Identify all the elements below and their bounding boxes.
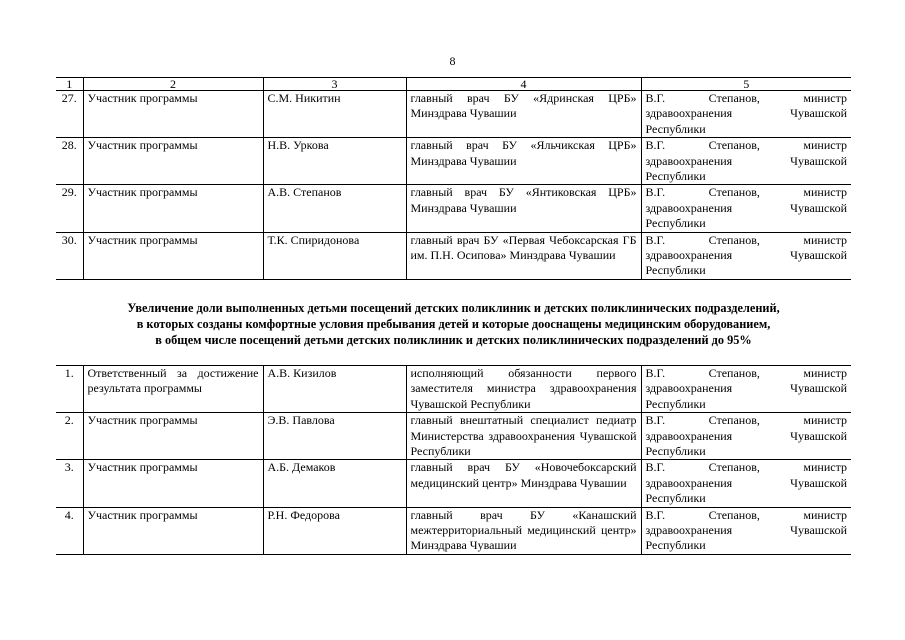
row-approver: В.Г. Степанов, министр здравоохранения Чувашской Республики <box>641 507 851 554</box>
row-position: главный врач БУ «Ядринская ЦРБ» Минздрава Чувашии <box>406 91 641 138</box>
row-approver: В.Г. Степанов, министр здравоохранения Чувашской Республики <box>641 460 851 507</box>
row-position: исполняющий обязанности первого заместителя министра здравоохранения Чувашской Республики <box>406 366 641 413</box>
row-name: Т.К. Спиридонова <box>263 232 406 279</box>
row-name: А.В. Кизилов <box>263 366 406 413</box>
table-row <box>56 366 851 413</box>
row-position: главный внештатный специалист педиатр Министерства здравоохранения Чувашской Республики <box>406 413 641 460</box>
table-row <box>56 185 851 232</box>
row-name: А.Б. Демаков <box>263 460 406 507</box>
row-position: главный врач БУ «Новочебоксарский медицинский центр» Минздрава Чувашии <box>406 460 641 507</box>
table-row <box>56 232 851 279</box>
row-role: Участник программы <box>83 507 263 554</box>
row-role: Ответственный за достижение результата программы <box>83 366 263 413</box>
row-position: главный врач БУ «Канашский межтерриториальный медицинский центр» Минздрава Чувашии <box>406 507 641 554</box>
row-number: 2. <box>56 413 83 460</box>
table-row <box>56 138 851 185</box>
table-row <box>56 507 851 554</box>
row-position: главный врач БУ «Яльчикская ЦРБ» Минздрава Чувашии <box>406 138 641 185</box>
row-name: Э.В. Павлова <box>263 413 406 460</box>
column-header: 5 <box>641 78 851 91</box>
row-number: 27. <box>56 91 83 138</box>
column-header: 1 <box>56 78 83 91</box>
row-approver: В.Г. Степанов, министр здравоохранения Чувашской Республики <box>641 232 851 279</box>
row-approver: В.Г. Степанов, министр здравоохранения Чувашской Республики <box>641 413 851 460</box>
row-number: 4. <box>56 507 83 554</box>
table-row <box>56 91 851 138</box>
row-number: 3. <box>56 460 83 507</box>
row-role: Участник программы <box>83 460 263 507</box>
row-role: Участник программы <box>83 232 263 279</box>
section-heading <box>56 300 851 348</box>
row-role: Участник программы <box>83 413 263 460</box>
row-approver: В.Г. Степанов, министр здравоохранения Чувашской Республики <box>641 366 851 413</box>
row-name: А.В. Степанов <box>263 185 406 232</box>
row-approver: В.Г. Степанов, министр здравоохранения Чувашской Республики <box>641 91 851 138</box>
row-role: Участник программы <box>83 185 263 232</box>
section-heading-line: в которых созданы комфортные условия пребывания детей и которые дооснащены медицинским оборудованием, <box>136 317 771 331</box>
page-number: 8 <box>449 54 456 68</box>
row-number: 30. <box>56 232 83 279</box>
table-row <box>56 413 851 460</box>
responsibles-table-top <box>56 77 851 280</box>
row-name: С.М. Никитин <box>263 91 406 138</box>
row-number: 29. <box>56 185 83 232</box>
column-header: 4 <box>406 78 641 91</box>
column-header: 3 <box>263 78 406 91</box>
responsibles-table-bottom <box>56 365 851 555</box>
column-header-row <box>56 78 851 91</box>
row-approver: В.Г. Степанов, министр здравоохранения Чувашской Республики <box>641 138 851 185</box>
row-role: Участник программы <box>83 91 263 138</box>
row-name: Р.Н. Федорова <box>263 507 406 554</box>
row-approver: В.Г. Степанов, министр здравоохранения Чувашской Республики <box>641 185 851 232</box>
row-position: главный врач БУ «Янтиковская ЦРБ» Минздрава Чувашии <box>406 185 641 232</box>
row-number: 28. <box>56 138 83 185</box>
column-header: 2 <box>83 78 263 91</box>
row-role: Участник программы <box>83 138 263 185</box>
section-heading-line: Увеличение доли выполненных детьми посещений детских поликлиник и детских поликлинических подразделений, <box>127 301 780 315</box>
section-heading-line: в общем числе посещений детьми детских поликлиник и детских поликлинических подразделений до 95% <box>155 333 752 347</box>
row-position: главный врач БУ «Первая Чебоксарская ГБ им. П.Н. Осипова» Минздрава Чувашии <box>406 232 641 279</box>
row-name: Н.В. Уркова <box>263 138 406 185</box>
table-row <box>56 460 851 507</box>
row-number: 1. <box>56 366 83 413</box>
